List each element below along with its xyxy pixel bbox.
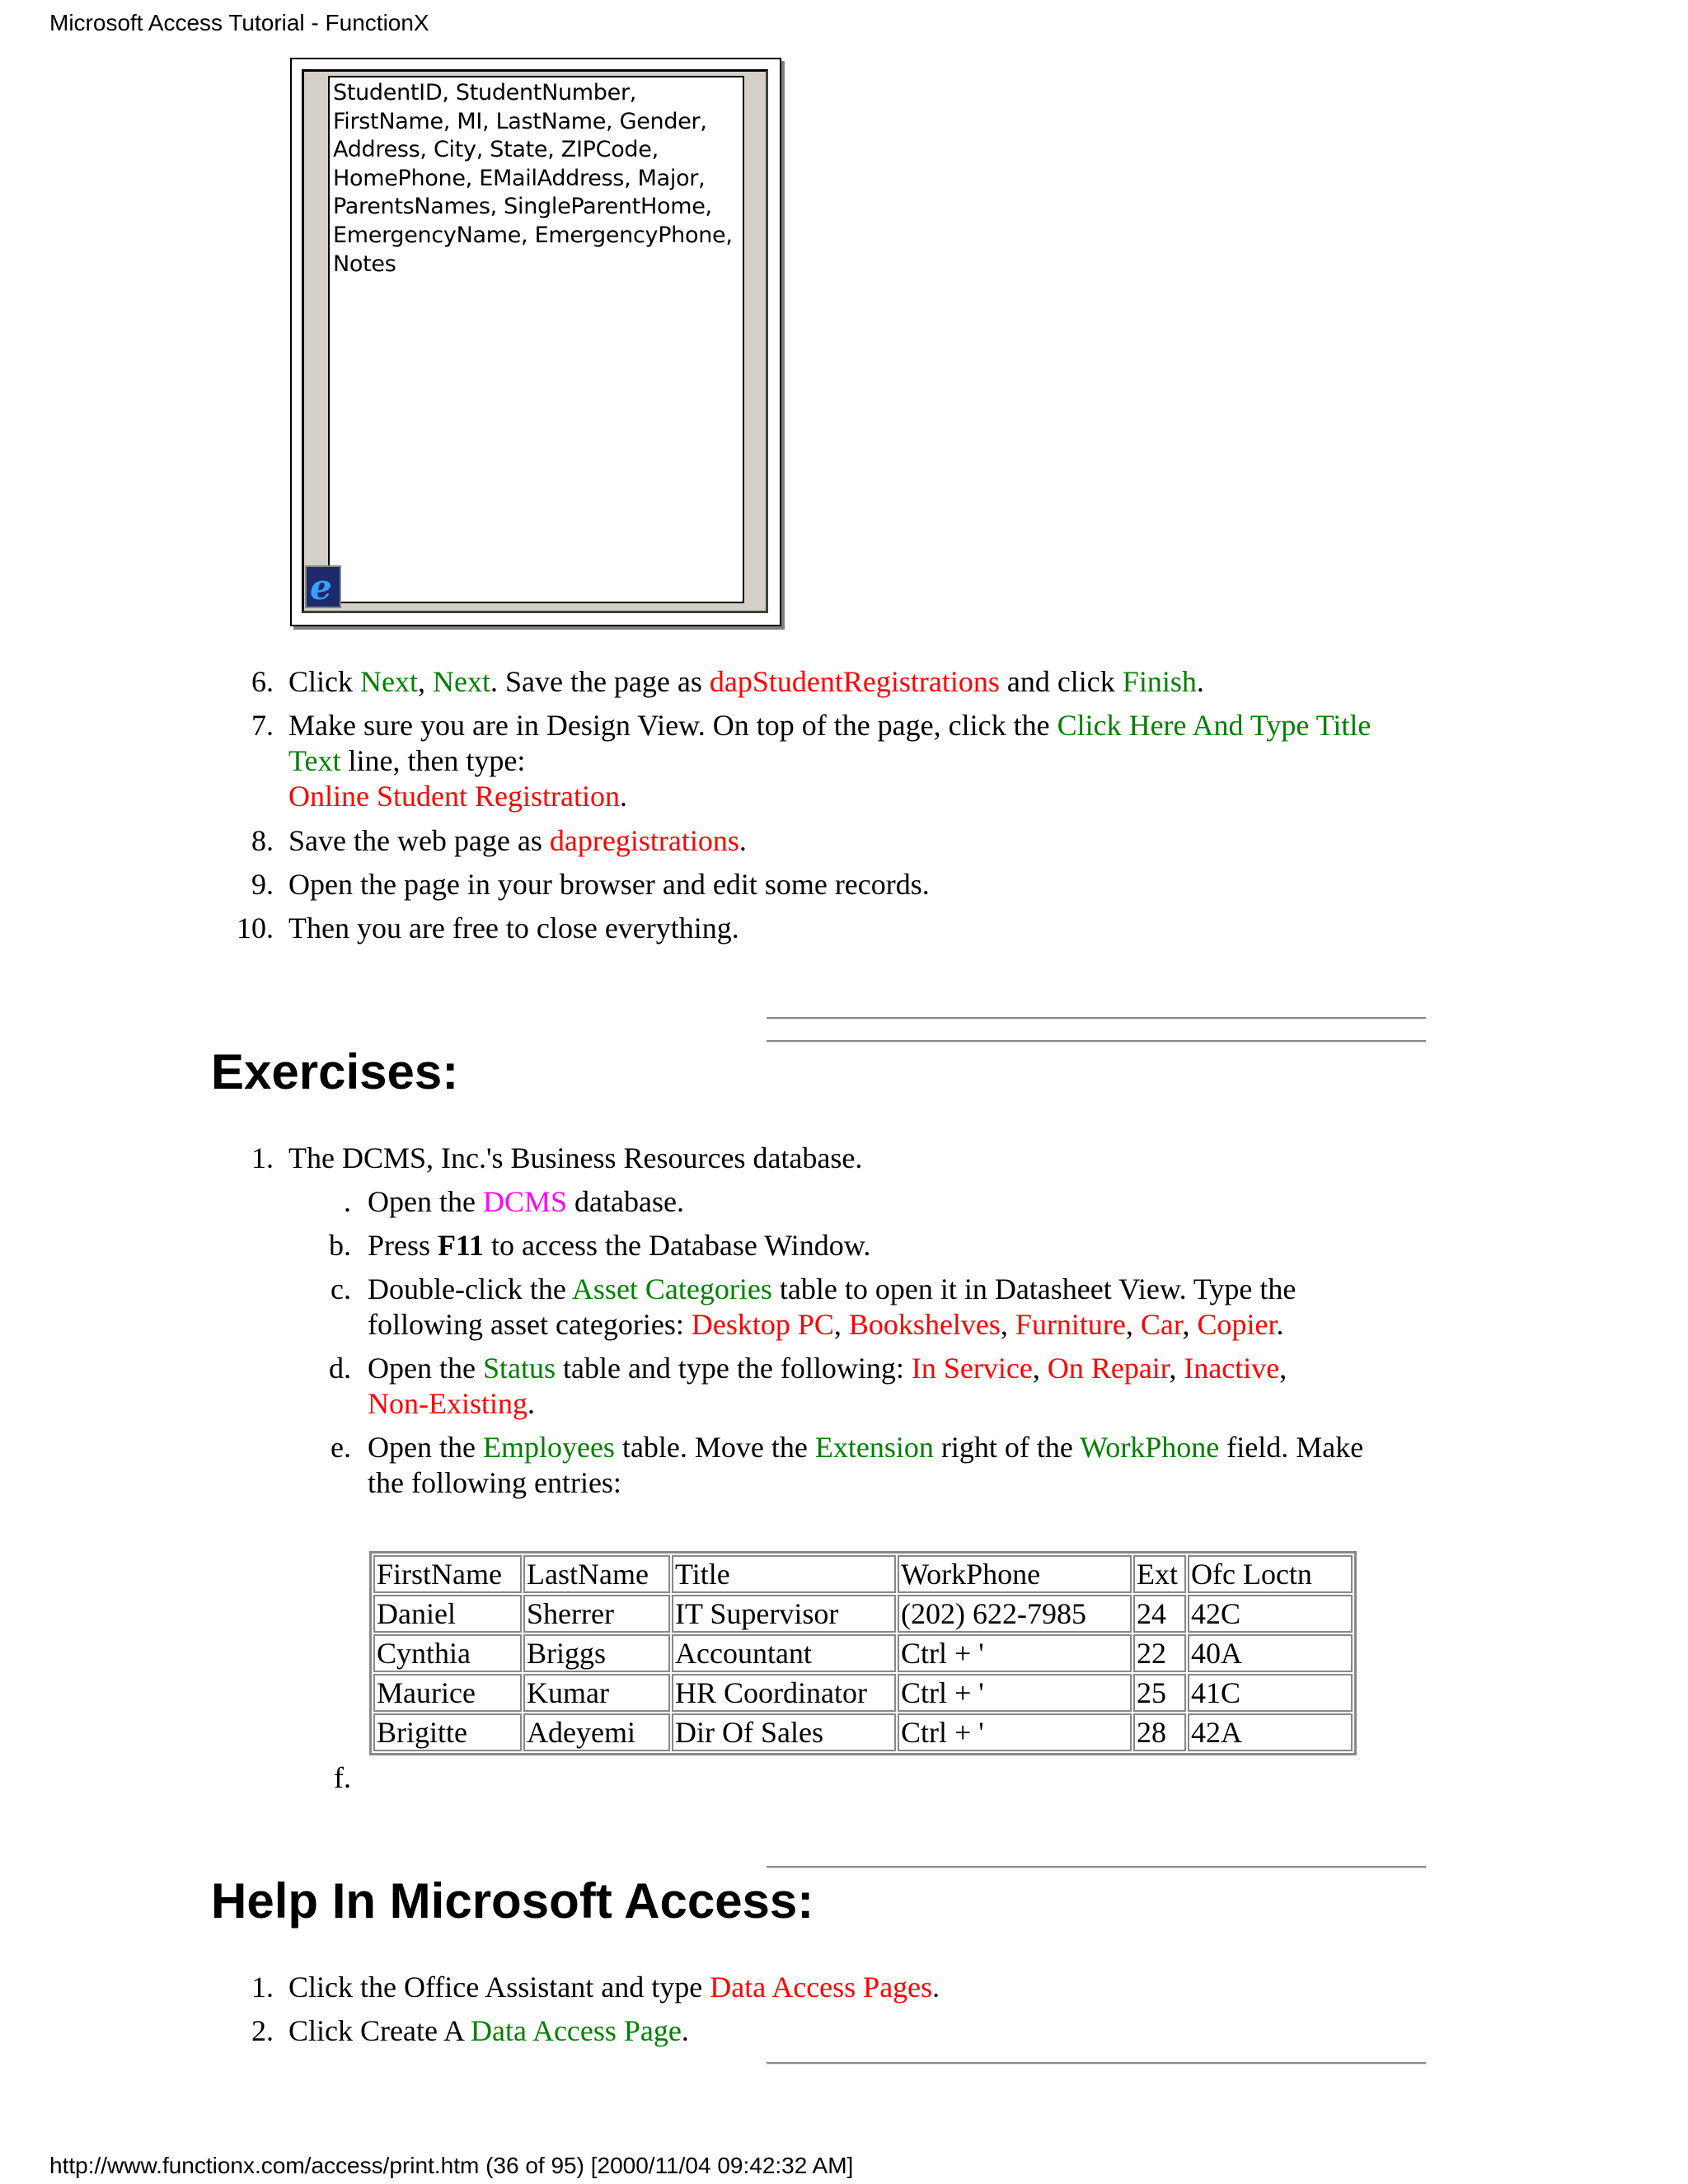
next-link: Next	[432, 665, 490, 698]
exercise-number: 1.	[251, 1141, 274, 1174]
table-cell: Brigitte	[373, 1713, 522, 1751]
sub-label: d.	[329, 1352, 351, 1385]
exercises-heading: Exercises:	[211, 1044, 459, 1099]
table-cell: 28	[1133, 1713, 1186, 1751]
table-cell: Briggs	[523, 1634, 670, 1672]
table-cell: Accountant	[672, 1634, 896, 1672]
exercise-1b: Press F11 to access the Database Window.	[368, 1229, 871, 1262]
step-number: 10.	[237, 912, 274, 944]
field-list-text: StudentID, StudentNumber, FirstName, MI, LastName, Gender, Address, City, State, ZIPCode, HomePhone, EMailAddress, Major, ParentsNames, SingleParentHome, EmergencyName, EmergencyPhone, Notes	[328, 76, 744, 603]
step-7: Make sure you are in Design View. On top of the page, click the Click Here And Type Title Text line, then type: Online Student Registration.	[288, 709, 1372, 813]
divider	[767, 1040, 1426, 1043]
help-item-2: Click Create A Data Access Page.	[288, 2014, 689, 2047]
exercise-1a: Open the DCMS database.	[368, 1185, 684, 1218]
table-row	[373, 1595, 1353, 1633]
table-cell: (202) 622-7985	[898, 1595, 1132, 1633]
internet-explorer-icon: e	[305, 565, 341, 608]
step-number: 6.	[251, 665, 274, 698]
table-header: LastName	[523, 1555, 670, 1593]
exercise-1e: Open the Employees table. Move the Extension right of the WorkPhone field. Make the following entries:	[368, 1431, 1364, 1499]
step-number: 8.	[251, 824, 274, 857]
next-link: Next	[360, 665, 418, 698]
table-cell: 42A	[1188, 1713, 1353, 1751]
table-cell: HR Coordinator	[672, 1674, 896, 1712]
table-cell: IT Supervisor	[672, 1595, 896, 1633]
table-header: Title	[672, 1555, 896, 1593]
table-cell: Daniel	[373, 1595, 522, 1633]
page-name: dapStudentRegistrations	[709, 665, 1000, 698]
exercise-1d: Open the Status table and type the following: In Service, On Repair, Inactive, Non-Existing.	[368, 1352, 1287, 1420]
exercise-1: The DCMS, Inc.'s Business Resources database.	[288, 1141, 863, 1174]
table-row	[373, 1634, 1353, 1672]
table-cell: Ctrl + '	[898, 1713, 1132, 1751]
field-list-screenshot	[290, 58, 781, 626]
sub-label: f.	[334, 1761, 351, 1794]
table-header: FirstName	[373, 1555, 522, 1593]
sub-label: c.	[331, 1272, 351, 1305]
table-cell: Sherrer	[523, 1595, 670, 1633]
page-header-title: Microsoft Access Tutorial - FunctionX	[49, 10, 429, 35]
dcms-link: DCMS	[482, 1185, 568, 1218]
divider	[767, 2062, 1426, 2064]
page-footer-url: http://www.functionx.com/access/print.htm (36 of 95) [2000/11/04 09:42:32 AM]	[49, 2153, 854, 2178]
table-cell: 40A	[1188, 1634, 1353, 1672]
sub-label: e.	[331, 1431, 351, 1464]
table-cell: Dir Of Sales	[672, 1713, 896, 1751]
table-row	[373, 1674, 1353, 1712]
table-cell: Adeyemi	[523, 1713, 670, 1751]
step-9: Open the page in your browser and edit some records.	[288, 868, 930, 901]
sub-label: b.	[329, 1229, 351, 1262]
table-cell: 24	[1133, 1595, 1186, 1633]
finish-link: Finish	[1122, 665, 1197, 698]
table-cell: 22	[1133, 1634, 1186, 1672]
table-cell: 41C	[1188, 1674, 1353, 1712]
divider	[767, 1017, 1426, 1019]
help-number: 2.	[251, 2014, 274, 2047]
help-number: 1.	[251, 1971, 274, 2004]
sub-label: .	[344, 1185, 351, 1218]
help-heading: Help In Microsoft Access:	[211, 1873, 814, 1929]
table-cell: Cynthia	[373, 1634, 522, 1672]
table-header: WorkPhone	[898, 1555, 1132, 1593]
step-6: Click Next, Next. Save the page as dapStudentRegistrations and click Finish.	[288, 665, 1204, 698]
table-cell: Ctrl + '	[898, 1674, 1132, 1712]
table-header: Ofc Loctn	[1188, 1555, 1353, 1593]
table-cell: Maurice	[373, 1674, 522, 1712]
employees-table	[369, 1551, 1357, 1755]
step-number: 7.	[251, 709, 274, 742]
step-10: Then you are free to close everything.	[288, 912, 739, 944]
help-item-1: Click the Office Assistant and type Data Access Pages.	[288, 1971, 940, 2004]
exercise-1c: Double-click the Asset Categories table to open it in Datasheet View. Type the following asset categories: Desktop PC, Bookshelves, Furniture, Car, Copier.	[368, 1272, 1296, 1341]
table-header: Ext	[1133, 1555, 1186, 1593]
table-header-row	[373, 1555, 1353, 1593]
table-cell: 42C	[1188, 1595, 1353, 1633]
divider	[767, 1866, 1426, 1868]
table-cell: Kumar	[523, 1674, 670, 1712]
step-8: Save the web page as dapregistrations.	[288, 824, 747, 857]
table-cell: 25	[1133, 1674, 1186, 1712]
table-row	[373, 1713, 1353, 1751]
data-access-page-link: Data Access Page	[470, 2014, 682, 2047]
table-cell: Ctrl + '	[898, 1634, 1132, 1672]
step-number: 9.	[251, 868, 274, 901]
